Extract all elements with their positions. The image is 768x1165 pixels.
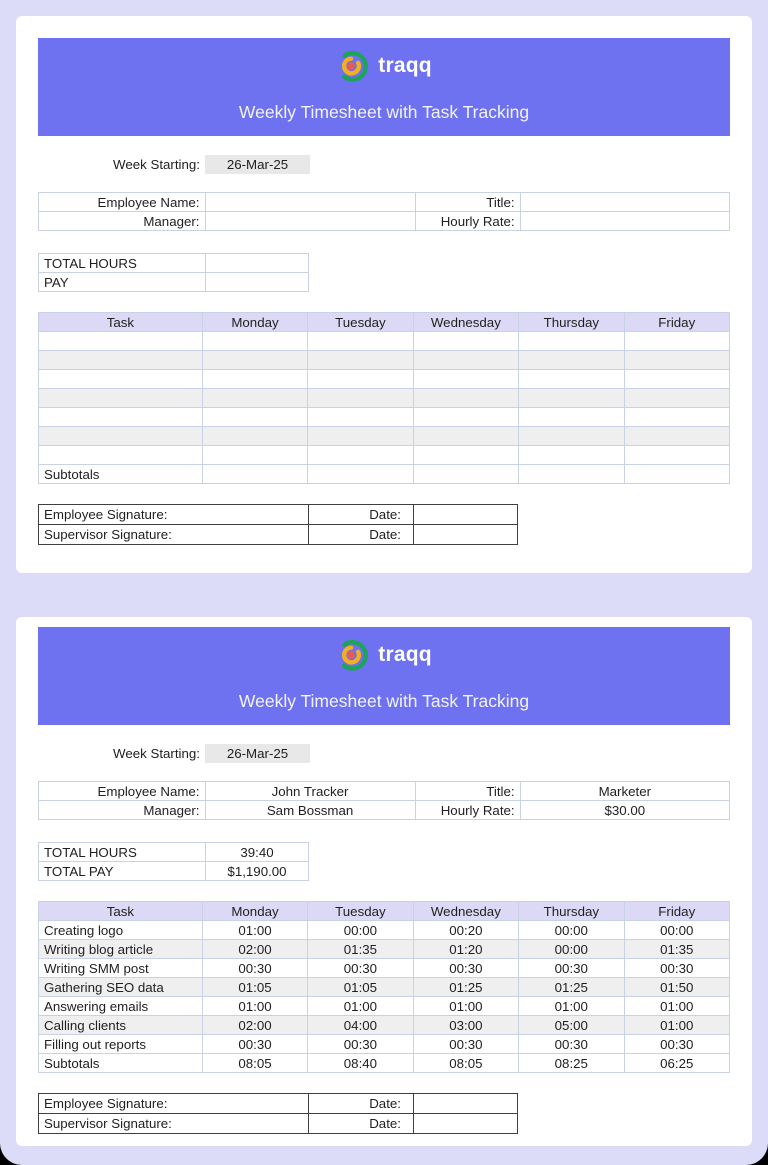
hourly-rate-value[interactable] (520, 212, 729, 231)
column-header: Thursday (519, 902, 624, 921)
hours-cell[interactable] (624, 389, 729, 408)
date-label: Date: (309, 525, 414, 545)
total-hours-label: TOTAL HOURS (39, 254, 206, 273)
supervisor-signature-label: Supervisor Signature: (44, 527, 172, 542)
info-row (39, 782, 730, 801)
hours-cell[interactable]: 05:00 (519, 1016, 624, 1035)
employee-info-table (38, 781, 730, 820)
employee-signature-field[interactable] (39, 1094, 309, 1114)
date-value[interactable] (414, 505, 518, 525)
hours-cell[interactable]: 01:00 (624, 1016, 729, 1035)
hours-cell[interactable] (202, 332, 307, 351)
signature-table (38, 1093, 518, 1134)
hours-cell[interactable]: 01:00 (202, 997, 307, 1016)
date-value[interactable] (414, 1114, 518, 1134)
employee-name-value[interactable]: John Tracker (205, 782, 415, 801)
task-row (39, 370, 730, 389)
total-pay-value[interactable]: $1,190.00 (206, 862, 309, 881)
hours-cell[interactable] (624, 427, 729, 446)
week-starting-value[interactable]: 26-Mar-25 (205, 744, 310, 763)
task-name-cell[interactable] (39, 427, 203, 446)
hours-cell[interactable] (413, 351, 518, 370)
hours-cell[interactable]: 01:35 (624, 940, 729, 959)
title-value[interactable]: Marketer (520, 782, 729, 801)
task-name-cell[interactable] (39, 389, 203, 408)
task-row (39, 1035, 730, 1054)
hours-cell[interactable]: 00:30 (519, 959, 624, 978)
task-name-cell[interactable]: Calling clients (39, 1016, 203, 1035)
traqq-logo (336, 638, 432, 672)
hours-cell[interactable] (624, 351, 729, 370)
subtotal-value-cell (308, 465, 413, 484)
hours-cell[interactable] (413, 370, 518, 389)
hours-cell[interactable] (519, 370, 624, 389)
traqq-logo-text: traqq (378, 643, 432, 666)
date-label: Date: (309, 1114, 414, 1134)
hours-cell[interactable] (624, 408, 729, 427)
task-row (39, 959, 730, 978)
week-starting-label: Week Starting: (113, 157, 200, 172)
hours-cell[interactable]: 01:00 (308, 997, 413, 1016)
task-table (38, 901, 730, 1073)
hours-cell[interactable]: 01:20 (413, 940, 518, 959)
column-header: Tuesday (308, 902, 413, 921)
hours-cell[interactable] (413, 389, 518, 408)
info-row (39, 801, 730, 820)
traqq-logo-icon (336, 49, 370, 83)
employee-info-table (38, 192, 730, 231)
task-name-cell[interactable]: Writing blog article (39, 940, 203, 959)
task-name-cell[interactable]: Gathering SEO data (39, 978, 203, 997)
timesheet-banner (38, 38, 730, 136)
totals-table (38, 842, 309, 881)
employee-signature-label: Employee Signature: (44, 1096, 168, 1111)
date-label: Date: (309, 1094, 414, 1114)
logo-dot (347, 651, 355, 659)
hours-cell[interactable]: 02:00 (202, 1016, 307, 1035)
employee-name-label: Employee Name: (39, 193, 206, 212)
hours-cell[interactable]: 00:20 (413, 921, 518, 940)
task-name-cell[interactable]: Answering emails (39, 997, 203, 1016)
total-pay-row (39, 862, 309, 881)
hours-cell[interactable]: 02:00 (202, 940, 307, 959)
hours-cell[interactable]: 01:05 (308, 978, 413, 997)
task-name-cell[interactable] (39, 370, 203, 389)
column-header: Task (39, 313, 203, 332)
subtotal-value-cell: 08:40 (308, 1054, 413, 1073)
task-table-header-row (39, 902, 730, 921)
hours-cell[interactable]: 01:35 (308, 940, 413, 959)
hours-cell[interactable]: 00:00 (624, 921, 729, 940)
subtotal-value-cell: 08:05 (413, 1054, 518, 1073)
hours-cell[interactable]: 00:30 (308, 1035, 413, 1054)
title-label: Title: (415, 782, 520, 801)
task-table-header-row (39, 313, 730, 332)
hours-cell[interactable]: 00:30 (519, 1035, 624, 1054)
hours-cell[interactable]: 01:25 (413, 978, 518, 997)
manager-label: Manager: (39, 801, 206, 820)
hours-cell[interactable] (308, 351, 413, 370)
task-name-cell[interactable] (39, 351, 203, 370)
signature-row (39, 505, 518, 525)
column-header: Monday (202, 313, 307, 332)
hours-cell[interactable] (202, 446, 307, 465)
total-pay-label: TOTAL PAY (39, 862, 206, 881)
subtotals-row (39, 465, 730, 484)
column-header: Friday (624, 313, 729, 332)
hours-cell[interactable]: 00:30 (202, 959, 307, 978)
hours-cell[interactable] (519, 389, 624, 408)
timesheet-card-filled (16, 617, 752, 1146)
total-hours-row (39, 254, 309, 273)
subtotal-value-cell (624, 465, 729, 484)
task-row (39, 351, 730, 370)
total-pay-row (39, 273, 309, 292)
column-header: Wednesday (413, 313, 518, 332)
column-header: Monday (202, 902, 307, 921)
task-name-cell[interactable]: Writing SMM post (39, 959, 203, 978)
signature-row (39, 525, 518, 545)
column-header: Wednesday (413, 902, 518, 921)
date-label: Date: (309, 505, 414, 525)
hours-cell[interactable]: 00:00 (519, 921, 624, 940)
hours-cell[interactable]: 01:00 (202, 921, 307, 940)
supervisor-signature-field[interactable] (39, 1114, 309, 1134)
hours-cell[interactable] (624, 446, 729, 465)
employee-name-label: Employee Name: (39, 782, 206, 801)
subtotal-value-cell: 08:25 (519, 1054, 624, 1073)
timesheet-banner (38, 627, 730, 725)
totals-table (38, 253, 309, 292)
total-hours-row (39, 843, 309, 862)
hours-cell[interactable] (308, 389, 413, 408)
employee-name-value[interactable] (205, 193, 415, 212)
hours-cell[interactable] (413, 408, 518, 427)
hours-cell[interactable] (624, 332, 729, 351)
task-name-cell[interactable] (39, 332, 203, 351)
subtotals-label: Subtotals (39, 465, 203, 484)
column-header: Friday (624, 902, 729, 921)
hours-cell[interactable]: 03:00 (413, 1016, 518, 1035)
hours-cell[interactable]: 01:00 (413, 997, 518, 1016)
total-hours-label: TOTAL HOURS (39, 843, 206, 862)
task-row (39, 978, 730, 997)
hours-cell[interactable] (308, 370, 413, 389)
task-row (39, 446, 730, 465)
hourly-rate-label: Hourly Rate: (415, 801, 520, 820)
hours-cell[interactable]: 00:30 (202, 1035, 307, 1054)
task-row (39, 997, 730, 1016)
task-row (39, 427, 730, 446)
hours-cell[interactable]: 00:30 (624, 1035, 729, 1054)
title-value[interactable] (520, 193, 729, 212)
subtotals-row (39, 1054, 730, 1073)
logo-dot (347, 62, 355, 70)
hours-cell[interactable]: 01:05 (202, 978, 307, 997)
hours-cell[interactable] (202, 351, 307, 370)
subtotal-value-cell: 06:25 (624, 1054, 729, 1073)
hours-cell[interactable] (413, 446, 518, 465)
total-pay-value[interactable] (206, 273, 309, 292)
hourly-rate-value[interactable]: $30.00 (520, 801, 729, 820)
manager-value[interactable] (205, 212, 415, 231)
week-starting-row (38, 744, 730, 763)
total-hours-value[interactable]: 39:40 (206, 843, 309, 862)
task-row (39, 332, 730, 351)
hours-cell[interactable] (413, 427, 518, 446)
timesheet-title: Weekly Timesheet with Task Tracking (238, 102, 530, 122)
hourly-rate-label: Hourly Rate: (415, 212, 520, 231)
hours-cell[interactable]: 04:00 (308, 1016, 413, 1035)
hours-cell[interactable] (202, 370, 307, 389)
subtotal-value-cell: 08:05 (202, 1054, 307, 1073)
week-starting-value[interactable]: 26-Mar-25 (205, 155, 310, 174)
hours-cell[interactable]: 00:30 (308, 959, 413, 978)
signature-table (38, 504, 518, 545)
hours-cell[interactable] (519, 446, 624, 465)
info-row (39, 193, 730, 212)
traqq-logo (336, 49, 432, 83)
task-table (38, 312, 730, 484)
date-value[interactable] (414, 1094, 518, 1114)
total-pay-label: PAY (39, 273, 206, 292)
employee-signature-label: Employee Signature: (44, 507, 168, 522)
task-name-cell[interactable]: Filling out reports (39, 1035, 203, 1054)
task-name-cell[interactable] (39, 446, 203, 465)
week-starting-row (38, 155, 730, 174)
info-row (39, 212, 730, 231)
hours-cell[interactable]: 01:25 (519, 978, 624, 997)
task-row (39, 1016, 730, 1035)
hours-cell[interactable] (202, 408, 307, 427)
hours-cell[interactable]: 00:30 (624, 959, 729, 978)
hours-cell[interactable] (308, 408, 413, 427)
hours-cell[interactable]: 01:00 (519, 997, 624, 1016)
hours-cell[interactable] (519, 332, 624, 351)
hours-cell[interactable]: 00:00 (519, 940, 624, 959)
hours-cell[interactable]: 01:00 (624, 997, 729, 1016)
traqq-logo-text: traqq (378, 54, 432, 77)
manager-value[interactable]: Sam Bossman (205, 801, 415, 820)
total-hours-value[interactable] (206, 254, 309, 273)
supervisor-signature-field[interactable] (39, 525, 309, 545)
hours-cell[interactable] (308, 332, 413, 351)
subtotals-label: Subtotals (39, 1054, 203, 1073)
task-row (39, 921, 730, 940)
task-row (39, 389, 730, 408)
hours-cell[interactable]: 00:30 (413, 959, 518, 978)
task-row (39, 940, 730, 959)
title-label: Title: (415, 193, 520, 212)
task-name-cell[interactable] (39, 408, 203, 427)
date-value[interactable] (414, 525, 518, 545)
signature-row (39, 1094, 518, 1114)
hours-cell[interactable] (624, 370, 729, 389)
timesheet-card-blank (16, 16, 752, 573)
hours-cell[interactable] (202, 389, 307, 408)
timesheet-title: Weekly Timesheet with Task Tracking (238, 691, 530, 711)
traqq-logo-icon (336, 638, 370, 672)
column-header: Task (39, 902, 203, 921)
hours-cell[interactable] (308, 427, 413, 446)
column-header: Thursday (519, 313, 624, 332)
subtotal-value-cell (202, 465, 307, 484)
hours-cell[interactable]: 00:00 (308, 921, 413, 940)
hours-cell[interactable]: 00:30 (413, 1035, 518, 1054)
employee-signature-field[interactable] (39, 505, 309, 525)
subtotal-value-cell (413, 465, 518, 484)
subtotal-value-cell (519, 465, 624, 484)
task-name-cell[interactable]: Creating logo (39, 921, 203, 940)
hours-cell[interactable] (308, 446, 413, 465)
hours-cell[interactable] (519, 351, 624, 370)
hours-cell[interactable] (519, 427, 624, 446)
task-row (39, 408, 730, 427)
hours-cell[interactable] (413, 332, 518, 351)
hours-cell[interactable] (202, 427, 307, 446)
hours-cell[interactable]: 01:50 (624, 978, 729, 997)
column-header: Tuesday (308, 313, 413, 332)
hours-cell[interactable] (519, 408, 624, 427)
week-starting-label: Week Starting: (113, 746, 200, 761)
supervisor-signature-label: Supervisor Signature: (44, 1116, 172, 1131)
signature-row (39, 1114, 518, 1134)
manager-label: Manager: (39, 212, 206, 231)
